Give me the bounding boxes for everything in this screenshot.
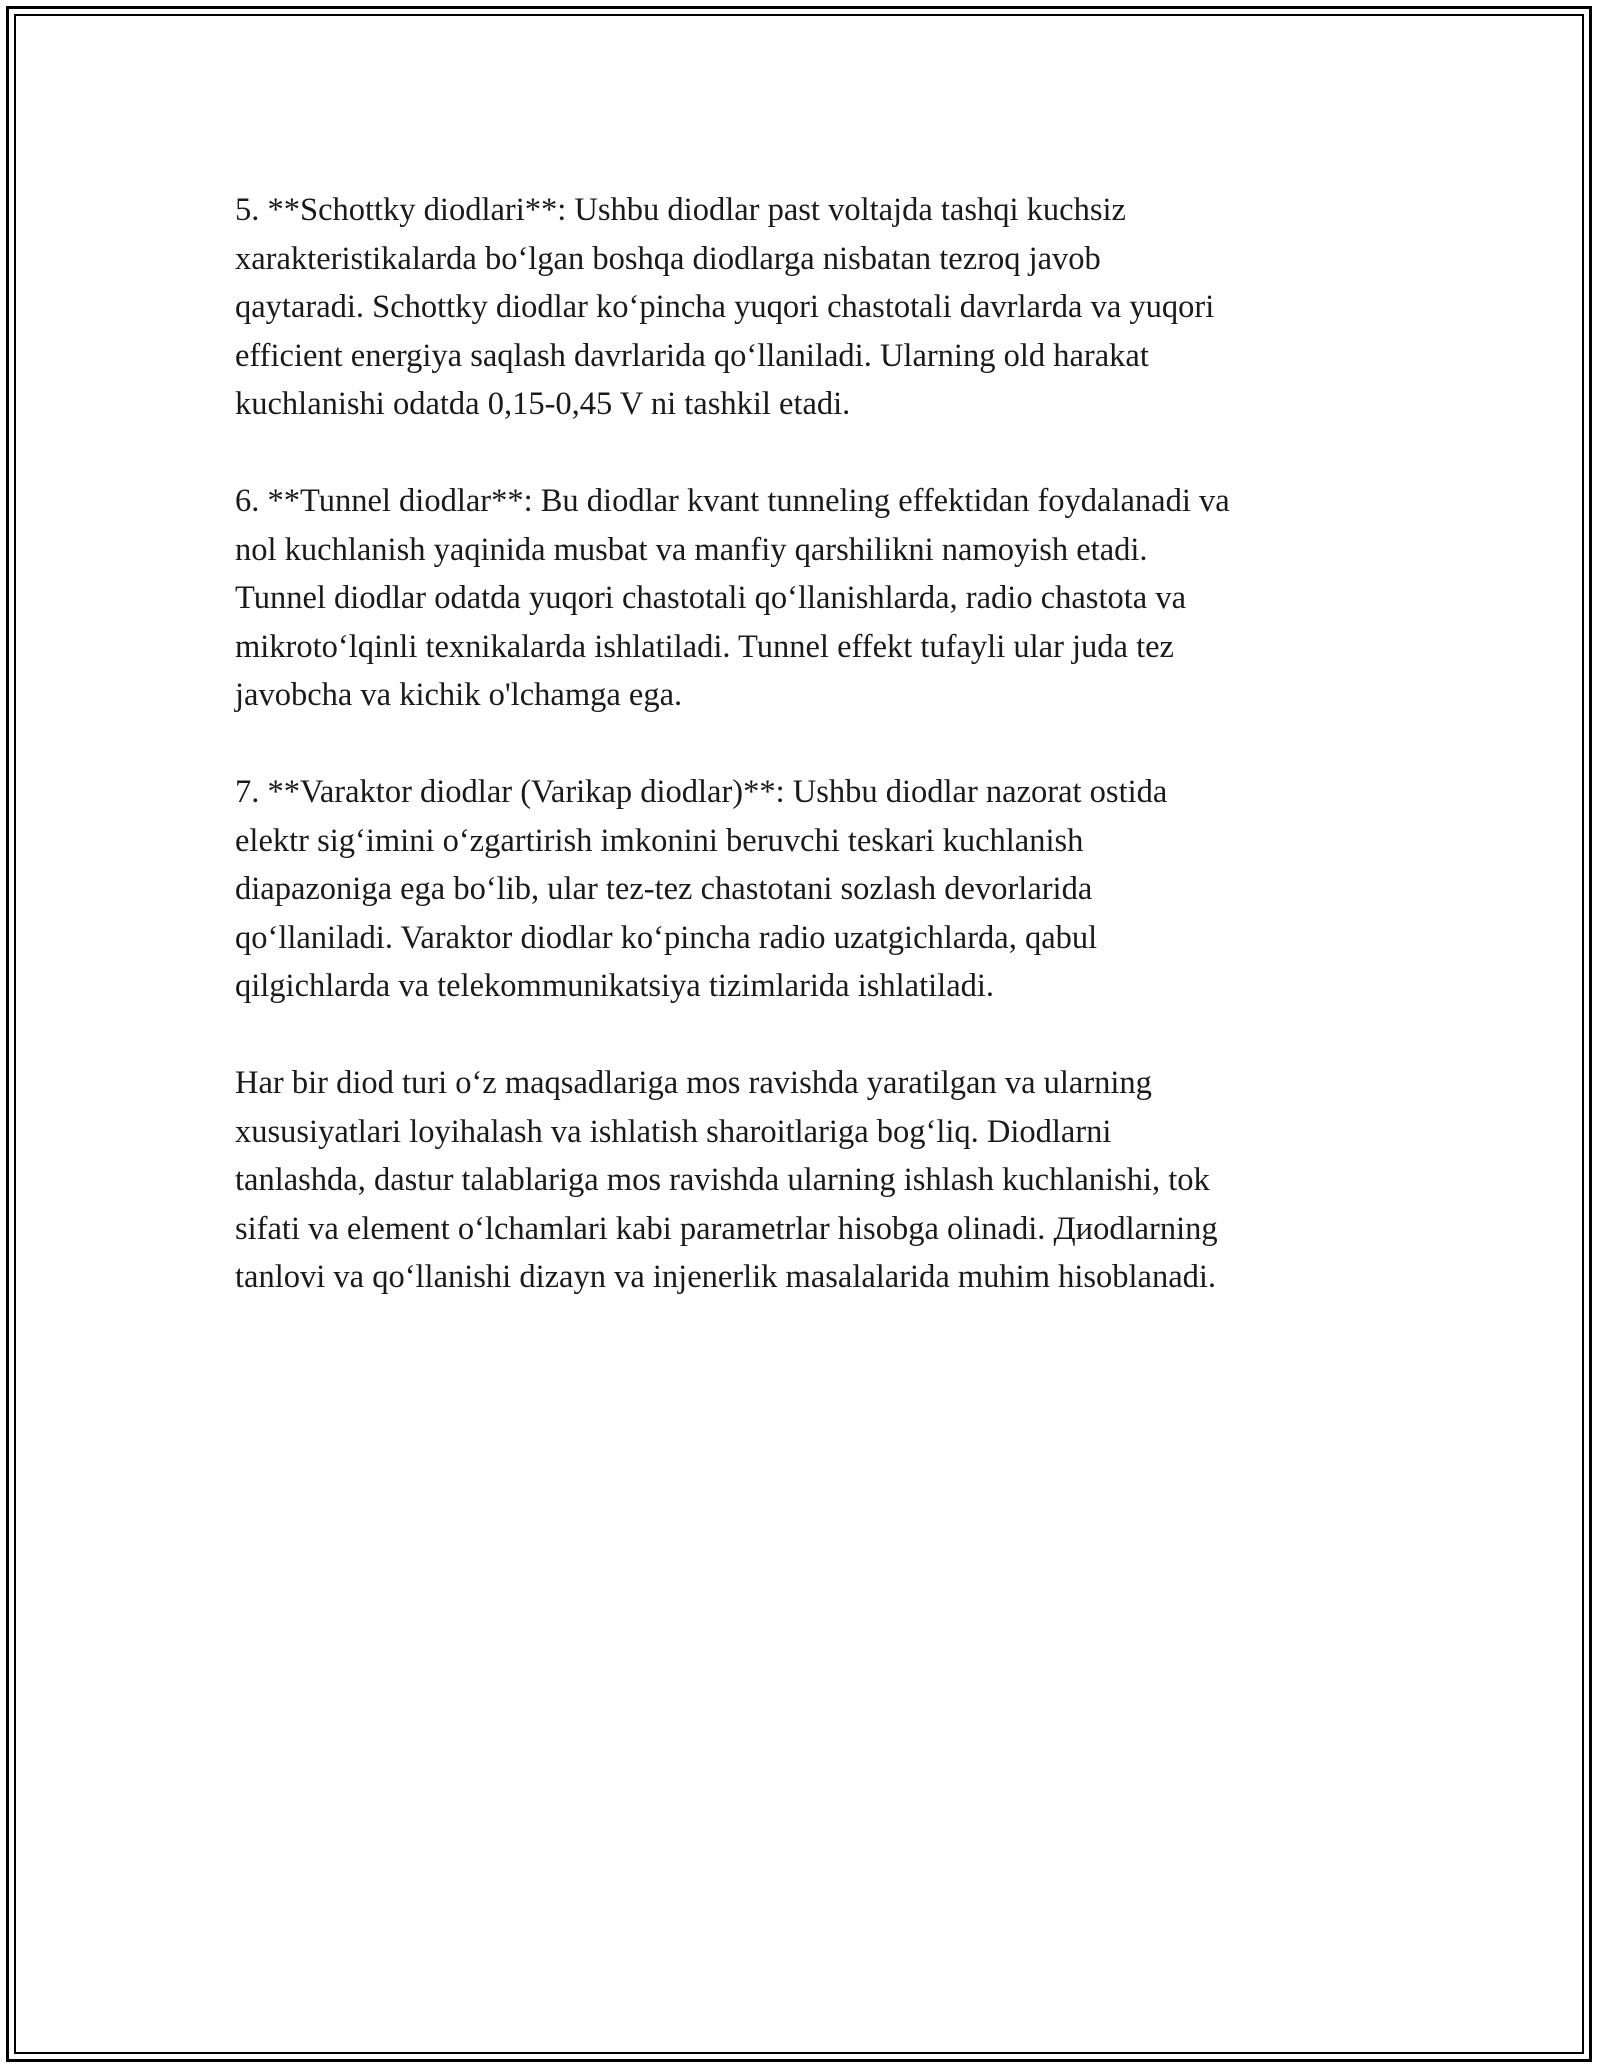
document-body <box>235 186 1375 1350</box>
paragraph-varactor-diodes: 7. **Varaktor diodlar (Varikap diodlar)**: Ushbu diodlar nazorat ostida elektr sig‘imini o‘zgartirish imkonini beruvchi teskari kuchlanish diapazoniga ega bo‘lib, ular tez-tez chastotani sozlash devorlarida qo‘llaniladi. Varaktor diodlar ko‘pincha radio uzatgichlarda, qabul qilgichlarda va telekommunikatsiya tizimlarida ishlatiladi. <box>235 774 1168 1004</box>
paragraph-schottky-diodes: 5. **Schottky diodlari**: Ushbu diodlar past voltajda tashqi kuchsiz xarakteristikalarda bo‘lgan boshqa diodlarga nisbatan tezroq javob qaytaradi. Schottky diodlar ko‘pincha yuqori chastotali davrlarda va yuqori efficient energiya saqlash davrlarida qo‘llaniladi. Ularning old harakat kuchlanishi odatda 0,15-0,45 V ni tashkil etadi. <box>235 192 1215 422</box>
paragraph-conclusion: Har bir diod turi o‘z maqsadlariga mos ravishda yaratilgan va ularning xususiyatlari loyihalash va ishlatish sharoitlariga bog‘liq. Diodlarni tanlashda, dastur talablariga mos ravishda ularning ishlash kuchlanishi, tok sifati va element o‘lchamlari kabi parametrlar hisobga olinadi. Диodlarning tanlovi va qo‘llanishi dizayn va injenerlik masalalarida muhim hisoblanadi. <box>235 1065 1218 1295</box>
paragraph-tunnel-diodes: 6. **Tunnel diodlar**: Bu diodlar kvant tunneling effektidan foydalanadi va nol kuchlanish yaqinida musbat va manfiy qarshilikni namoyish etadi. Tunnel diodlar odatda yuqori chastotali qo‘llanishlarda, radio chastota va mikroto‘lqinli texnikalarda ishlatiladi. Tunnel effekt tufayli ular juda tez javobcha va kichik o'lchamga ega. <box>235 483 1230 713</box>
